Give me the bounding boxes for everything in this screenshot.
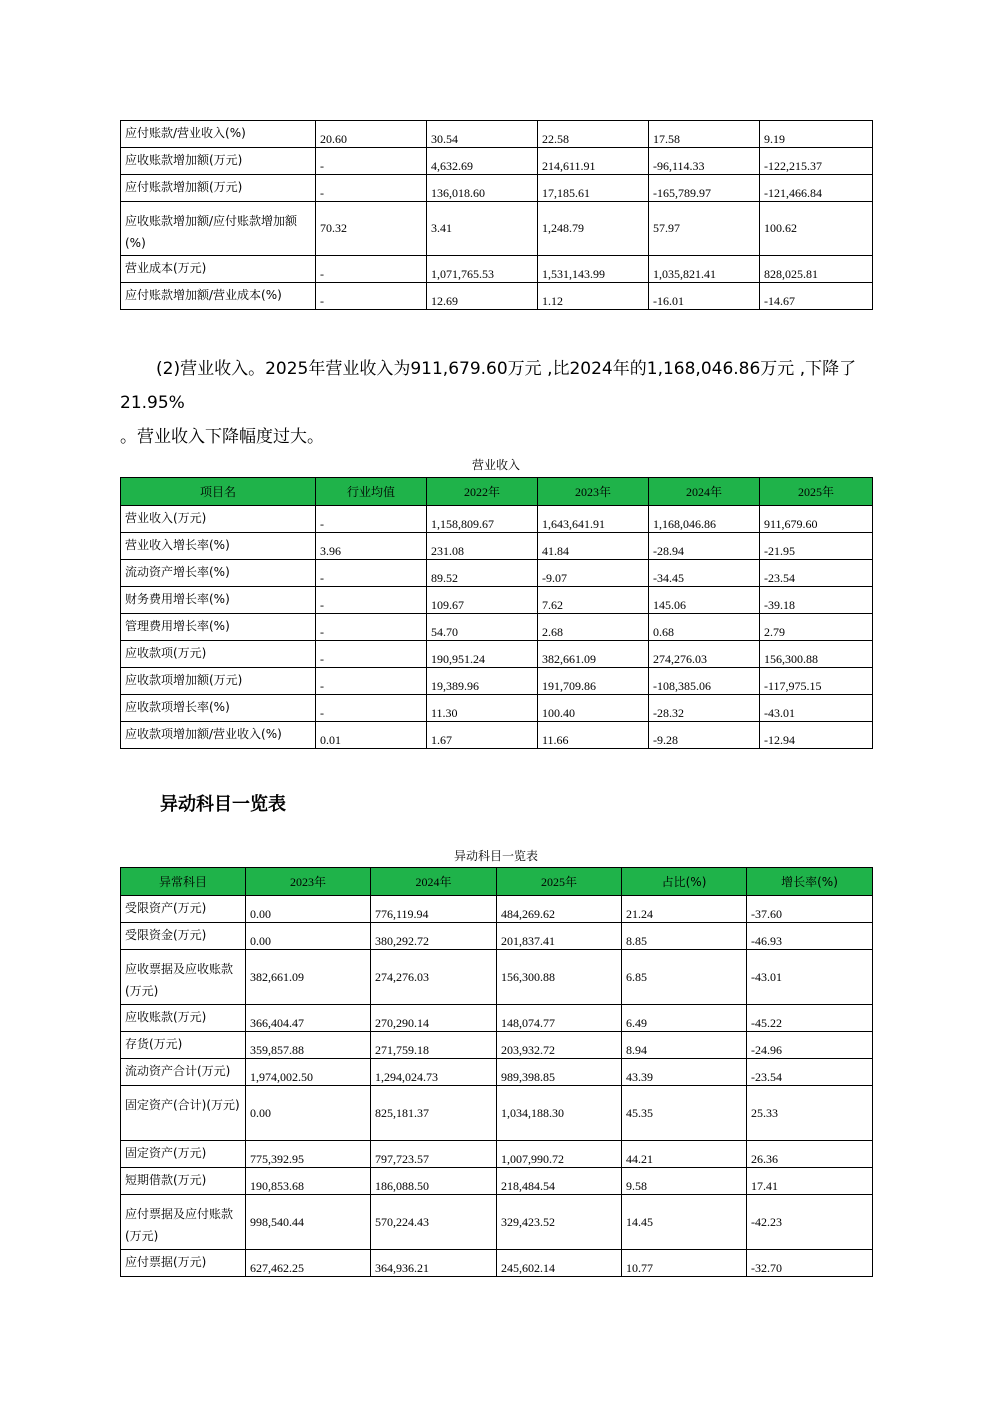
table-row bbox=[121, 506, 873, 533]
table-cell: -34.45 bbox=[649, 560, 760, 587]
table-cell: 1.12 bbox=[538, 283, 649, 310]
table-cell: 30.54 bbox=[427, 121, 538, 148]
table-cell: 25.33 bbox=[747, 1086, 873, 1141]
row-label: 受限资产(万元) bbox=[121, 896, 246, 923]
table-cell: 190,853.68 bbox=[246, 1168, 371, 1195]
table-cell: 44.21 bbox=[622, 1141, 747, 1168]
table-cell: 329,423.52 bbox=[497, 1195, 622, 1250]
table-cell: - bbox=[316, 668, 427, 695]
table-cell: 797,723.57 bbox=[371, 1141, 497, 1168]
table-cell: 1,034,188.30 bbox=[497, 1086, 622, 1141]
table-row bbox=[121, 587, 873, 614]
row-label: 应收款项增加额/营业收入(%) bbox=[121, 722, 316, 749]
table-cell: 100.62 bbox=[760, 202, 873, 256]
header-row bbox=[121, 478, 873, 506]
table-cell: - bbox=[316, 256, 427, 283]
table-cell: -43.01 bbox=[760, 695, 873, 722]
table-cell: 70.32 bbox=[316, 202, 427, 256]
table-cell: 26.36 bbox=[747, 1141, 873, 1168]
table-cell: 20.60 bbox=[316, 121, 427, 148]
column-header: 2022年 bbox=[427, 478, 538, 506]
table-cell: 3.96 bbox=[316, 533, 427, 560]
table-row bbox=[121, 175, 873, 202]
table-cell: 57.97 bbox=[649, 202, 760, 256]
column-header: 项目名 bbox=[121, 478, 316, 506]
table-cell: 998,540.44 bbox=[246, 1195, 371, 1250]
table-cell: 22.58 bbox=[538, 121, 649, 148]
table-cell: 1,974,002.50 bbox=[246, 1059, 371, 1086]
table-cell: 828,025.81 bbox=[760, 256, 873, 283]
table-cell: 109.67 bbox=[427, 587, 538, 614]
table-cell: 2.68 bbox=[538, 614, 649, 641]
table-cell: -9.07 bbox=[538, 560, 649, 587]
row-label: 流动资产合计(万元) bbox=[121, 1059, 246, 1086]
table-cell: - bbox=[316, 614, 427, 641]
table-cell: 0.00 bbox=[246, 923, 371, 950]
row-label: 营业收入增长率(%) bbox=[121, 533, 316, 560]
table-cell: - bbox=[316, 506, 427, 533]
table-cell: 776,119.94 bbox=[371, 896, 497, 923]
column-header: 异常科目 bbox=[121, 868, 246, 896]
row-label: 应收账款增加额/应付账款增加额(%) bbox=[121, 202, 316, 256]
abnormal-table-body bbox=[121, 896, 873, 1277]
row-label: 固定资产(万元) bbox=[121, 1141, 246, 1168]
table-cell: -121,466.84 bbox=[760, 175, 873, 202]
row-label: 受限资金(万元) bbox=[121, 923, 246, 950]
table-cell: 231.08 bbox=[427, 533, 538, 560]
table-cell: -9.28 bbox=[649, 722, 760, 749]
table-cell: 484,269.62 bbox=[497, 896, 622, 923]
table-row bbox=[121, 896, 873, 923]
table-cell: - bbox=[316, 587, 427, 614]
table-row bbox=[121, 695, 873, 722]
table-cell: 17.58 bbox=[649, 121, 760, 148]
table-row bbox=[121, 1032, 873, 1059]
table-cell: 14.45 bbox=[622, 1195, 747, 1250]
paragraph-text-1: (2)营业收入。2025年营业收入为911,679.60万元 ,比2024年的1,168,046.86万元 ,下降了21.95% bbox=[120, 359, 857, 413]
table-cell: -37.60 bbox=[747, 896, 873, 923]
abnormal-table-header bbox=[121, 868, 873, 896]
table-row bbox=[121, 641, 873, 668]
row-label: 应收账款增加额(万元) bbox=[121, 148, 316, 175]
table-cell: 8.94 bbox=[622, 1032, 747, 1059]
revenue-paragraph bbox=[120, 352, 900, 454]
table-cell: -165,789.97 bbox=[649, 175, 760, 202]
table-cell: -46.93 bbox=[747, 923, 873, 950]
table-cell: 825,181.37 bbox=[371, 1086, 497, 1141]
table-row bbox=[121, 560, 873, 587]
table-cell: 1,248.79 bbox=[538, 202, 649, 256]
table-cell: 190,951.24 bbox=[427, 641, 538, 668]
table-cell: -14.67 bbox=[760, 283, 873, 310]
table-cell: 366,404.47 bbox=[246, 1005, 371, 1032]
table-cell: -96,114.33 bbox=[649, 148, 760, 175]
table-cell: -122,215.37 bbox=[760, 148, 873, 175]
table-row bbox=[121, 950, 873, 1005]
table-cell: -28.94 bbox=[649, 533, 760, 560]
table-cell: - bbox=[316, 283, 427, 310]
table-cell: 12.69 bbox=[427, 283, 538, 310]
table-row bbox=[121, 1005, 873, 1032]
table-cell: 41.84 bbox=[538, 533, 649, 560]
table-row bbox=[121, 533, 873, 560]
table-cell: 0.68 bbox=[649, 614, 760, 641]
table-cell: 89.52 bbox=[427, 560, 538, 587]
table-cell: 1,071,765.53 bbox=[427, 256, 538, 283]
table-row bbox=[121, 256, 873, 283]
table-cell: 0.00 bbox=[246, 1086, 371, 1141]
ratio-table bbox=[120, 120, 873, 310]
column-header: 2024年 bbox=[649, 478, 760, 506]
table-cell: -42.23 bbox=[747, 1195, 873, 1250]
table-cell: 9.19 bbox=[760, 121, 873, 148]
row-label: 财务费用增长率(%) bbox=[121, 587, 316, 614]
row-label: 营业收入(万元) bbox=[121, 506, 316, 533]
table-cell: 3.41 bbox=[427, 202, 538, 256]
table-cell: 19,389.96 bbox=[427, 668, 538, 695]
column-header: 2023年 bbox=[246, 868, 371, 896]
table-cell: -23.54 bbox=[760, 560, 873, 587]
table-cell: 6.85 bbox=[622, 950, 747, 1005]
table-cell: 382,661.09 bbox=[538, 641, 649, 668]
table-cell: 1,158,809.67 bbox=[427, 506, 538, 533]
table-cell: 1,168,046.86 bbox=[649, 506, 760, 533]
table-row bbox=[121, 1086, 873, 1141]
table-cell: 201,837.41 bbox=[497, 923, 622, 950]
table-cell: 1.67 bbox=[427, 722, 538, 749]
column-header: 增长率(%) bbox=[747, 868, 873, 896]
table-row bbox=[121, 1168, 873, 1195]
section-heading: 异动科目一览表 bbox=[160, 794, 286, 815]
row-label: 短期借款(万元) bbox=[121, 1168, 246, 1195]
table-row bbox=[121, 148, 873, 175]
table-cell: 2.79 bbox=[760, 614, 873, 641]
table-cell: - bbox=[316, 175, 427, 202]
table-cell: 9.58 bbox=[622, 1168, 747, 1195]
table-row bbox=[121, 1141, 873, 1168]
row-label: 应付票据(万元) bbox=[121, 1250, 246, 1277]
table-cell: 11.66 bbox=[538, 722, 649, 749]
table-cell: 1,035,821.41 bbox=[649, 256, 760, 283]
table-cell: 0.01 bbox=[316, 722, 427, 749]
table-cell: 989,398.85 bbox=[497, 1059, 622, 1086]
table-cell: 17.41 bbox=[747, 1168, 873, 1195]
table-cell: -21.95 bbox=[760, 533, 873, 560]
table-row bbox=[121, 722, 873, 749]
row-label: 存货(万元) bbox=[121, 1032, 246, 1059]
row-label: 应付账款增加额(万元) bbox=[121, 175, 316, 202]
table-cell: 156,300.88 bbox=[497, 950, 622, 1005]
table-cell: - bbox=[316, 641, 427, 668]
row-label: 管理费用增长率(%) bbox=[121, 614, 316, 641]
table-cell: 911,679.60 bbox=[760, 506, 873, 533]
table-cell: 54.70 bbox=[427, 614, 538, 641]
table-cell: 203,932.72 bbox=[497, 1032, 622, 1059]
table-cell: 775,392.95 bbox=[246, 1141, 371, 1168]
table-cell: 156,300.88 bbox=[760, 641, 873, 668]
table-row bbox=[121, 668, 873, 695]
column-header: 2024年 bbox=[371, 868, 497, 896]
table-cell: -28.32 bbox=[649, 695, 760, 722]
table-cell: 45.35 bbox=[622, 1086, 747, 1141]
table-cell: 364,936.21 bbox=[371, 1250, 497, 1277]
table-cell: 214,611.91 bbox=[538, 148, 649, 175]
table-cell: 191,709.86 bbox=[538, 668, 649, 695]
row-label: 固定资产(合计)(万元) bbox=[121, 1086, 246, 1141]
table-cell: 245,602.14 bbox=[497, 1250, 622, 1277]
column-header: 行业均值 bbox=[316, 478, 427, 506]
table-cell: 11.30 bbox=[427, 695, 538, 722]
row-label: 应收票据及应收账款(万元) bbox=[121, 950, 246, 1005]
table-cell: 148,074.77 bbox=[497, 1005, 622, 1032]
table-cell: -16.01 bbox=[649, 283, 760, 310]
column-header: 2025年 bbox=[497, 868, 622, 896]
table-cell: -117,975.15 bbox=[760, 668, 873, 695]
table-row bbox=[121, 1195, 873, 1250]
column-header: 占比(%) bbox=[622, 868, 747, 896]
table-row bbox=[121, 1250, 873, 1277]
table-cell: 4,632.69 bbox=[427, 148, 538, 175]
table-row bbox=[121, 1059, 873, 1086]
table-cell: 7.62 bbox=[538, 587, 649, 614]
table-cell: 359,857.88 bbox=[246, 1032, 371, 1059]
table-cell: 43.39 bbox=[622, 1059, 747, 1086]
table-cell: 1,294,024.73 bbox=[371, 1059, 497, 1086]
table-cell: 8.85 bbox=[622, 923, 747, 950]
table-cell: -45.22 bbox=[747, 1005, 873, 1032]
revenue-table-caption: 营业收入 bbox=[471, 458, 520, 472]
row-label: 营业成本(万元) bbox=[121, 256, 316, 283]
row-label: 应付账款/营业收入(%) bbox=[121, 121, 316, 148]
row-label: 应收款项(万元) bbox=[121, 641, 316, 668]
abnormal-table-caption: 异动科目一览表 bbox=[453, 849, 538, 863]
ratio-table-body bbox=[121, 121, 873, 310]
row-label: 应收账款(万元) bbox=[121, 1005, 246, 1032]
table-cell: 1,007,990.72 bbox=[497, 1141, 622, 1168]
revenue-table bbox=[120, 477, 873, 749]
table-cell: 145.06 bbox=[649, 587, 760, 614]
table-cell: 136,018.60 bbox=[427, 175, 538, 202]
paragraph-line-2: 。营业收入下降幅度过大。 bbox=[120, 427, 324, 447]
row-label: 流动资产增长率(%) bbox=[121, 560, 316, 587]
table-cell: 270,290.14 bbox=[371, 1005, 497, 1032]
table-cell: 218,484.54 bbox=[497, 1168, 622, 1195]
table-cell: 271,759.18 bbox=[371, 1032, 497, 1059]
table-cell: 380,292.72 bbox=[371, 923, 497, 950]
abnormal-items-table bbox=[120, 867, 873, 1277]
table-cell: 186,088.50 bbox=[371, 1168, 497, 1195]
table-row bbox=[121, 283, 873, 310]
table-cell: 274,276.03 bbox=[649, 641, 760, 668]
table-cell: 17,185.61 bbox=[538, 175, 649, 202]
table-cell: 382,661.09 bbox=[246, 950, 371, 1005]
header-row bbox=[121, 868, 873, 896]
table-cell: 1,643,641.91 bbox=[538, 506, 649, 533]
table-cell: -108,385.06 bbox=[649, 668, 760, 695]
table-row bbox=[121, 121, 873, 148]
table-cell: 100.40 bbox=[538, 695, 649, 722]
table-cell: 21.24 bbox=[622, 896, 747, 923]
table-cell: - bbox=[316, 148, 427, 175]
column-header: 2025年 bbox=[760, 478, 873, 506]
table-cell: -43.01 bbox=[747, 950, 873, 1005]
table-cell: 0.00 bbox=[246, 896, 371, 923]
table-row bbox=[121, 923, 873, 950]
table-cell: - bbox=[316, 560, 427, 587]
paragraph-line-1 bbox=[120, 352, 900, 420]
revenue-table-body bbox=[121, 506, 873, 749]
revenue-table-header bbox=[121, 478, 873, 506]
table-row bbox=[121, 202, 873, 256]
row-label: 应付票据及应付账款(万元) bbox=[121, 1195, 246, 1250]
table-cell: 1,531,143.99 bbox=[538, 256, 649, 283]
table-cell: - bbox=[316, 695, 427, 722]
table-cell: 10.77 bbox=[622, 1250, 747, 1277]
table-cell: -39.18 bbox=[760, 587, 873, 614]
table-row bbox=[121, 614, 873, 641]
column-header: 2023年 bbox=[538, 478, 649, 506]
table-cell: 570,224.43 bbox=[371, 1195, 497, 1250]
table-cell: -24.96 bbox=[747, 1032, 873, 1059]
row-label: 应付账款增加额/营业成本(%) bbox=[121, 283, 316, 310]
table-cell: 627,462.25 bbox=[246, 1250, 371, 1277]
table-cell: 6.49 bbox=[622, 1005, 747, 1032]
table-cell: -12.94 bbox=[760, 722, 873, 749]
table-cell: -32.70 bbox=[747, 1250, 873, 1277]
row-label: 应收款项增长率(%) bbox=[121, 695, 316, 722]
table-cell: 274,276.03 bbox=[371, 950, 497, 1005]
table-cell: -23.54 bbox=[747, 1059, 873, 1086]
row-label: 应收款项增加额(万元) bbox=[121, 668, 316, 695]
